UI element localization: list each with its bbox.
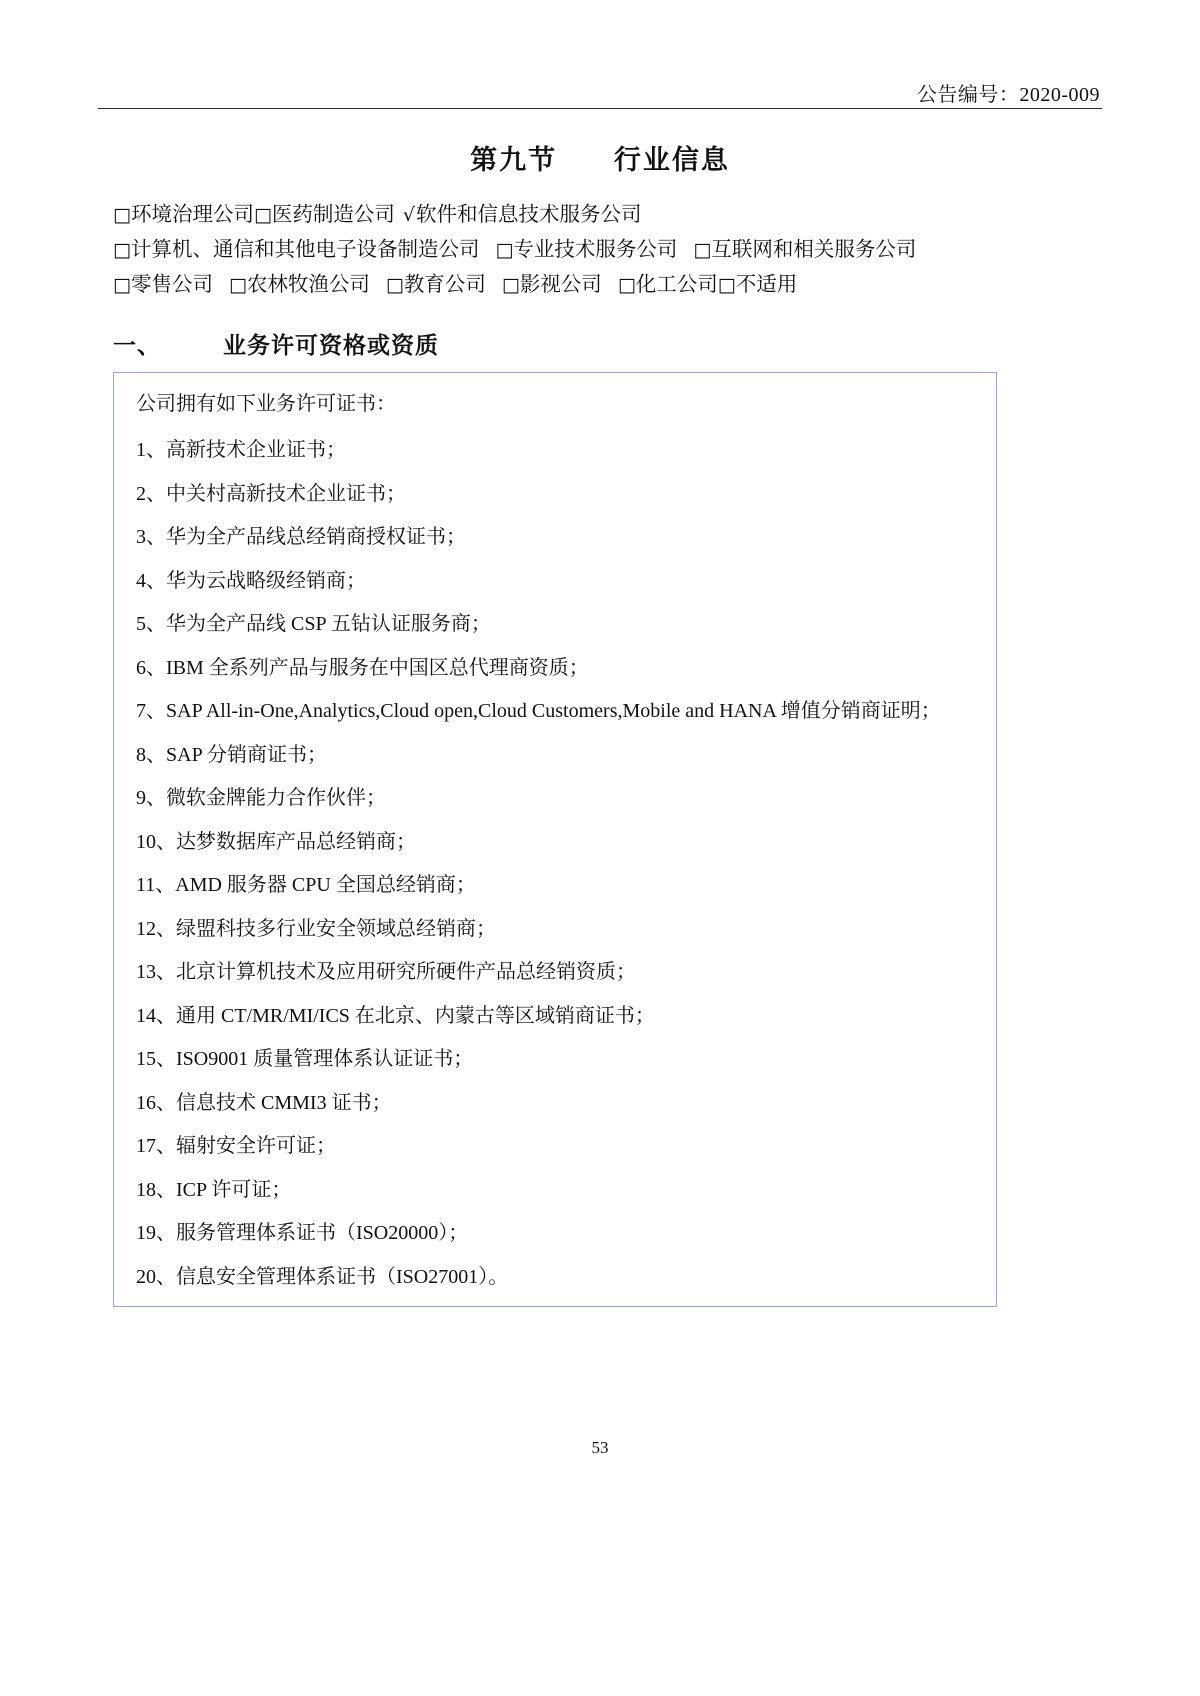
license-list-box — [113, 372, 997, 1307]
page-title — [0, 138, 1200, 177]
industry-checkbox-label: 医药制造公司 — [271, 204, 395, 226]
license-list-item: 7、SAP All-in-One,Analytics,Cloud open,Cloud Customers,Mobile and HANA 增值分销商证明； — [136, 700, 941, 722]
industry-checkbox-option[interactable] — [229, 274, 370, 296]
industry-checkbox-option[interactable] — [718, 274, 797, 296]
checkbox-line-3 — [113, 268, 1113, 303]
title-section-number: 第九节 — [470, 145, 558, 176]
license-list-item: 6、IBM 全系列产品与服务在中国区总代理商资质； — [136, 656, 589, 679]
industry-checkbox-label: 教育公司 — [403, 274, 486, 296]
checkbox-line-1 — [113, 198, 1113, 233]
industry-checkbox-option[interactable] — [113, 204, 254, 226]
section-one-number: 一、 — [113, 333, 161, 359]
industry-checkbox-label: 计算机、通信和其他电子设备制造公司 — [130, 239, 480, 261]
industry-checkbox-option[interactable] — [495, 239, 677, 261]
section-one-heading — [113, 327, 439, 360]
industry-checkbox-label: 软件和信息技术服务公司 — [416, 204, 642, 226]
industry-checkbox-option[interactable] — [502, 274, 602, 296]
checkbox-empty-icon[interactable]: □ — [693, 239, 712, 261]
industry-checkbox-option[interactable] — [386, 274, 486, 296]
checkbox-empty-icon[interactable]: □ — [113, 239, 131, 261]
industry-checkbox-option[interactable] — [693, 239, 916, 261]
license-list-item: 12、绿盟科技多行业安全领域总经销商； — [136, 917, 496, 940]
checkbox-empty-icon[interactable]: □ — [501, 274, 520, 296]
checkbox-empty-icon[interactable]: □ — [113, 204, 131, 226]
section-one-title: 业务许可资格或资质 — [223, 333, 440, 359]
license-list-item: 15、ISO9001 质量管理体系认证证书； — [136, 1048, 474, 1070]
checkbox-empty-icon[interactable]: □ — [617, 274, 636, 296]
license-list-item: 11、AMD 服务器 CPU 全国总经销商； — [136, 874, 476, 896]
industry-checkbox-option[interactable] — [403, 204, 642, 226]
license-list-item: 8、SAP 分销商证书； — [136, 743, 327, 766]
announcement-number: 公告编号：2020-009 — [916, 84, 1100, 106]
checkbox-empty-icon[interactable]: □ — [113, 274, 131, 296]
industry-checkbox-label: 农林牧渔公司 — [246, 274, 370, 296]
checkbox-empty-icon[interactable]: □ — [717, 274, 736, 296]
license-list-item: 20、信息安全管理体系证书（ISO27001）。 — [136, 1265, 509, 1288]
industry-checkbox-option[interactable] — [113, 274, 213, 296]
industry-checkbox-option[interactable] — [618, 274, 718, 296]
industry-checkbox-label: 影视公司 — [519, 274, 602, 296]
page-number: 53 — [591, 1438, 609, 1457]
license-list-item: 17、辐射安全许可证； — [136, 1135, 336, 1157]
industry-checkbox-label: 不适用 — [735, 274, 798, 296]
industry-checkbox-label: 化工公司 — [635, 274, 718, 296]
title-section-name: 行业信息 — [613, 145, 730, 176]
license-list-item: 16、信息技术 CMMI3 证书； — [136, 1091, 392, 1114]
license-items-container — [114, 437, 996, 1290]
license-list-intro: 公司拥有如下业务许可证书： — [136, 393, 396, 415]
license-list-item: 1、高新技术企业证书； — [136, 439, 346, 461]
license-list-item: 4、华为云战略级经销商； — [136, 569, 366, 592]
license-list-item: 13、北京计算机技术及应用研究所硬件产品总经销资质； — [136, 961, 636, 983]
industry-checkbox-label: 互联网和相关服务公司 — [711, 239, 917, 261]
license-list-item: 3、华为全产品线总经销商授权证书； — [136, 526, 466, 548]
license-list-item: 14、通用 CT/MR/MI/ICS 在北京、内蒙古等区域销商证书； — [136, 1004, 655, 1027]
header-divider — [98, 108, 1102, 109]
industry-checkbox-group — [113, 198, 1113, 303]
checkbox-empty-icon[interactable]: □ — [385, 274, 404, 296]
page-header — [100, 78, 1100, 107]
industry-checkbox-option[interactable] — [254, 204, 395, 226]
checkbox-empty-icon[interactable]: □ — [228, 274, 247, 296]
license-list-item: 9、微软金牌能力合作伙伴； — [136, 787, 386, 809]
license-list-item: 2、中关村高新技术企业证书； — [136, 482, 406, 505]
industry-checkbox-label: 零售公司 — [130, 274, 213, 296]
checkbox-empty-icon[interactable]: □ — [495, 239, 514, 261]
license-list-item: 10、达梦数据库产品总经销商； — [136, 830, 416, 853]
license-list-item: 18、ICP 许可证； — [136, 1178, 292, 1201]
license-list-item: 5、华为全产品线 CSP 五钻认证服务商； — [136, 613, 491, 635]
checkbox-empty-icon[interactable]: □ — [253, 204, 272, 226]
industry-checkbox-label: 专业技术服务公司 — [513, 239, 678, 261]
checkbox-line-2 — [113, 233, 1113, 268]
license-list-item: 19、服务管理体系证书（ISO20000）； — [136, 1222, 469, 1244]
industry-checkbox-label: 环境治理公司 — [130, 204, 254, 226]
industry-checkbox-option[interactable] — [113, 239, 479, 261]
checkbox-checked-icon[interactable]: √ — [402, 204, 416, 226]
